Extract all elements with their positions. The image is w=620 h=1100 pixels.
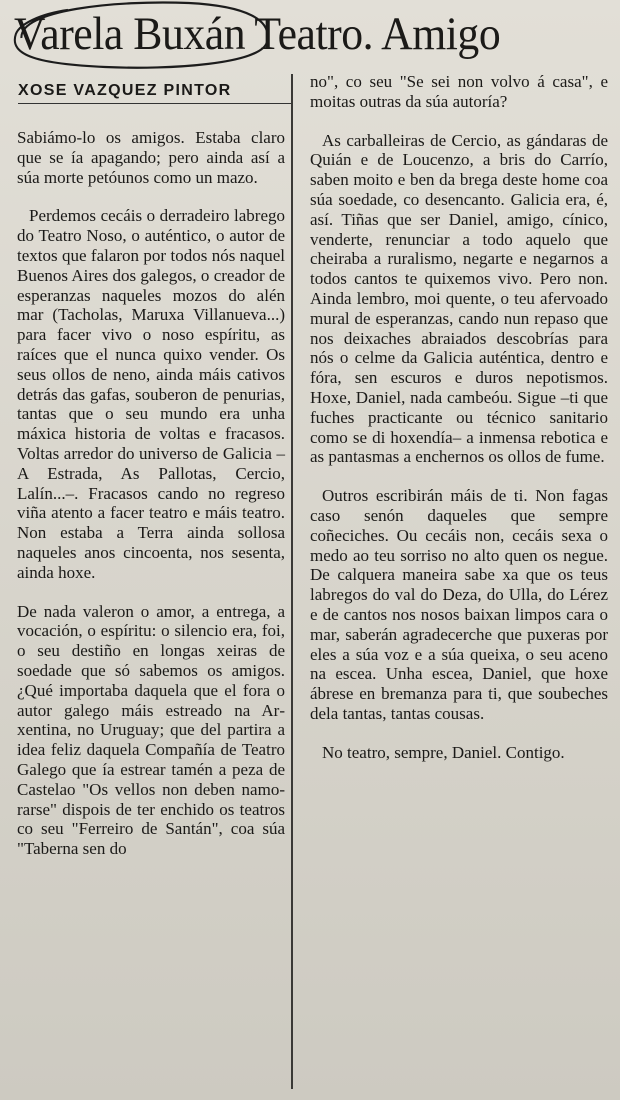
paragraph: Outros escribirán máis de ti. Non fagas caso senón daqueles que sempre coñeciches. Ou cecáis non, cecáis sexa o medo ao teu sorriso no alto quen os negue. De calquera maneira sabe xa que os teus labregos do val do Deza, do Ulla, do Lérez e de cantos nos nosos baixan limpos cara o mar, saberán agradecerche que puxeras por eles a súa voz e a súa queixa, o seu aceno na escea. Unha escea, Daniel, que hoxe ábrese en bremanza para ti, que soubeches dela tantas, tantas cousas.	[310, 486, 608, 723]
headline-rest: Teatro. Amigo	[254, 8, 501, 60]
article-headline	[14, 4, 572, 64]
column-divider	[291, 74, 293, 1089]
paragraph: Perdemos cecáis o derradeiro labrego do Teatro Noso, o auténtico, o autor de textos que falaron por todos nós naquel Buenos Aires dos galegos, o creador de esperanzas naqueles mozos do alén mar (Tacholas, Maruxa Villanueva...) para facer vivo o noso espíritu, as raíces que el nunca quixo vender. Os seus ollos de neno, ainda máis cativos detrás das gafas, souberon de penurias, tantas que o seu mundo era unha máxica historia de voltas e fracasos. Voltas arredor do universo de Galicia –A Estrada, As Pallotas, Cercio, Lalín...–. Fracasos cando no regreso viña atento a facer teatro e máis teatro. Non estaba a Terra ainda sollosa naqueles anos cincoenta, nos sesenta, ainda hoxe.	[17, 206, 285, 582]
author-byline: XOSE VAZQUEZ PINTOR	[18, 82, 293, 104]
paragraph: no", co seu "Se sei non volvo á casa", e moitas outras da súa autoría?	[310, 72, 608, 111]
paragraph: Sabiámo-lo os amigos. Estaba claro que se ía apagando; pero ainda así a súa morte petóunos como un mazo.	[17, 128, 285, 187]
paragraph: De nada valeron o amor, a entrega, a vocación, o espíritu: o silencio era, foi, o seu destiño en longas xeiras de soedade que só sabemos os amigos. ¿Qué importaba daquela que el fora o autor galego máis estreado na Arxentina, no Uruguay; que del partira a idea feliz daquela Compañía de Teatro Galego que ía estrear tamén a peza de Castelao "Os vellos non deben namorarse" dispois de ter enchido os teatros co seu "Ferreiro de Santán", coa súa "Taberna sen do	[17, 601, 285, 859]
headline-circled-name: Varela Buxán	[14, 8, 246, 60]
paragraph: No teatro, sempre, Daniel. Contigo.	[322, 742, 565, 762]
right-column	[310, 72, 608, 782]
left-column	[17, 128, 285, 878]
paragraph: As carballeiras de Cercio, as gándaras de Quián e de Loucenzo, a bris do Carrío, saben moito e ben da brega deste home coa súa soedade, co desencanto. Galicia era, é, así. Tiñas que ser Daniel, amigo, cínico, venderte, renunciar a todo aquelo que cheiraba a ruralismo, negarte e negarnos a todos cantos te quixemos vivo. Pero non. Ainda lembro, moi quente, o teu afervoado mural de esperanzas, cando nun repaso que nos deixaches abraiados descobrías para nós o celme da Galicia auténtica, dentro e fóra, sen escuros e duros nepotismos. Hoxe, Daniel, nada cambeóu. Sigue –ti que fuches practicante ou técnico sanitario como se di hoxendía– a inmensa rebotica e as pantasmas a enchernos os ollos de fume.	[310, 130, 608, 467]
